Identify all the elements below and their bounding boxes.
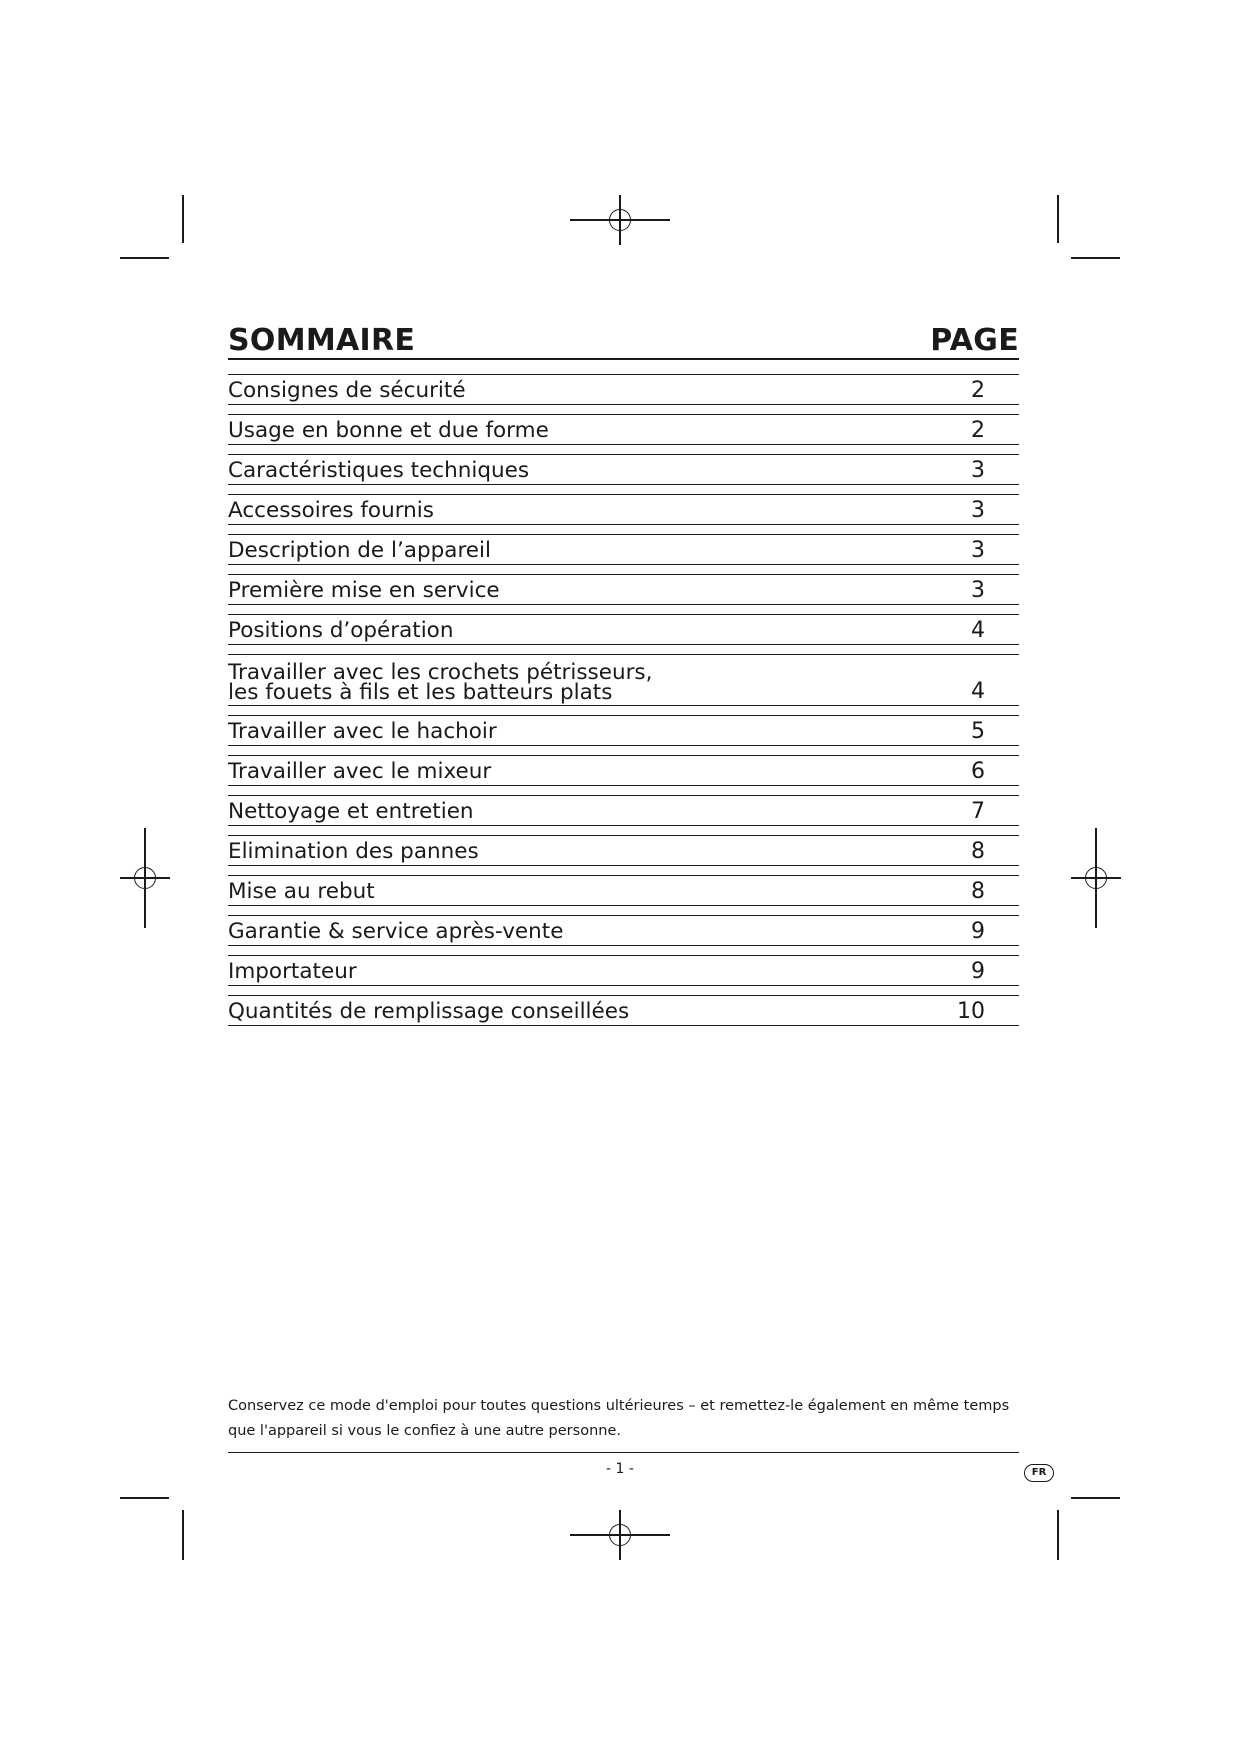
toc-entry-title: Accessoires fournis (228, 498, 434, 523)
toc-entry-title: Usage en bonne et due forme (228, 418, 549, 443)
toc-entry-title: Travailler avec le hachoir (228, 719, 497, 744)
toc-entry-title: Travailler avec les crochets pétrisseurs, les fouets à fils et les batteurs plats (228, 660, 653, 705)
crop-mark (182, 195, 184, 243)
toc-entry-page: 4 (971, 679, 985, 704)
toc-entry-page: 2 (971, 418, 985, 443)
toc-header (228, 316, 1019, 360)
toc-entry-title: Quantités de remplissage conseillées (228, 999, 630, 1024)
toc-entry[interactable] (228, 995, 1019, 1026)
toc-entry-title: Caractéristiques techniques (228, 458, 530, 483)
crop-mark (1057, 195, 1059, 243)
toc-entry-page: 6 (971, 759, 985, 784)
toc-entry-page: 3 (971, 538, 985, 563)
crop-mark (1057, 1510, 1059, 1560)
page-number: - 1 - (606, 1461, 634, 1477)
registration-mark-right (1071, 828, 1121, 928)
toc-entry-title: Travailler avec le mixeur (228, 759, 492, 784)
language-badge: FR (1024, 1464, 1054, 1482)
toc-entry-title: Consignes de sécurité (228, 378, 466, 403)
toc-entry[interactable] (228, 494, 1019, 525)
toc-page-heading: PAGE (930, 323, 1019, 358)
toc-entry-title: Première mise en service (228, 578, 500, 603)
toc-entry[interactable] (228, 534, 1019, 565)
toc-entry-title: Elimination des pannes (228, 839, 479, 864)
footer-divider (228, 1452, 1019, 1453)
toc-entry-title: Nettoyage et entretien (228, 799, 474, 824)
toc-entry[interactable] (228, 414, 1019, 445)
registration-mark-bottom (570, 1510, 670, 1560)
toc-entry-page: 10 (957, 999, 985, 1024)
toc-entry[interactable] (228, 614, 1019, 645)
toc-entry-title: Garantie & service après-vente (228, 919, 564, 944)
registration-mark-top (570, 195, 670, 245)
toc-entry-page: 8 (971, 879, 985, 904)
toc-entry-page: 3 (971, 458, 985, 483)
footer-note: Conservez ce mode d'emploi pour toutes questions ultérieures – et remettez-le également en même temps que l'appareil si vous le confiez à une autre personne. (228, 1398, 1010, 1439)
toc-entry-page: 4 (971, 618, 985, 643)
toc-entry-page: 7 (971, 799, 985, 824)
toc-entry-page: 3 (971, 578, 985, 603)
toc-entry[interactable] (228, 755, 1019, 786)
toc-entry-title: Mise au rebut (228, 879, 375, 904)
toc-entry[interactable] (228, 915, 1019, 946)
toc-entry[interactable] (228, 374, 1019, 405)
toc-heading: SOMMAIRE (228, 323, 416, 358)
toc-entry[interactable] (228, 715, 1019, 746)
toc-entry[interactable] (228, 955, 1019, 986)
crop-mark (120, 257, 169, 259)
toc-entry-page: 9 (971, 959, 985, 984)
toc-entry-page: 9 (971, 919, 985, 944)
toc-entry[interactable] (228, 454, 1019, 485)
toc-entry[interactable] (228, 875, 1019, 906)
toc-entry-page: 3 (971, 498, 985, 523)
crop-mark (120, 1497, 169, 1499)
toc-entry[interactable] (228, 574, 1019, 605)
toc-entry[interactable] (228, 795, 1019, 826)
toc-entry[interactable] (228, 654, 1019, 706)
toc-entry-title: Description de l’appareil (228, 538, 491, 563)
toc-list (228, 374, 1019, 1026)
crop-mark (1071, 1497, 1120, 1499)
toc-entry-page: 8 (971, 839, 985, 864)
registration-mark-left (120, 828, 170, 928)
toc-entry-title: Importateur (228, 959, 357, 984)
toc-entry[interactable] (228, 835, 1019, 866)
crop-mark (1071, 257, 1120, 259)
toc-entry-page: 5 (971, 719, 985, 744)
table-of-contents (228, 316, 1019, 1035)
crop-mark (182, 1510, 184, 1560)
toc-entry-page: 2 (971, 378, 985, 403)
toc-entry-title: Positions d’opération (228, 618, 454, 643)
